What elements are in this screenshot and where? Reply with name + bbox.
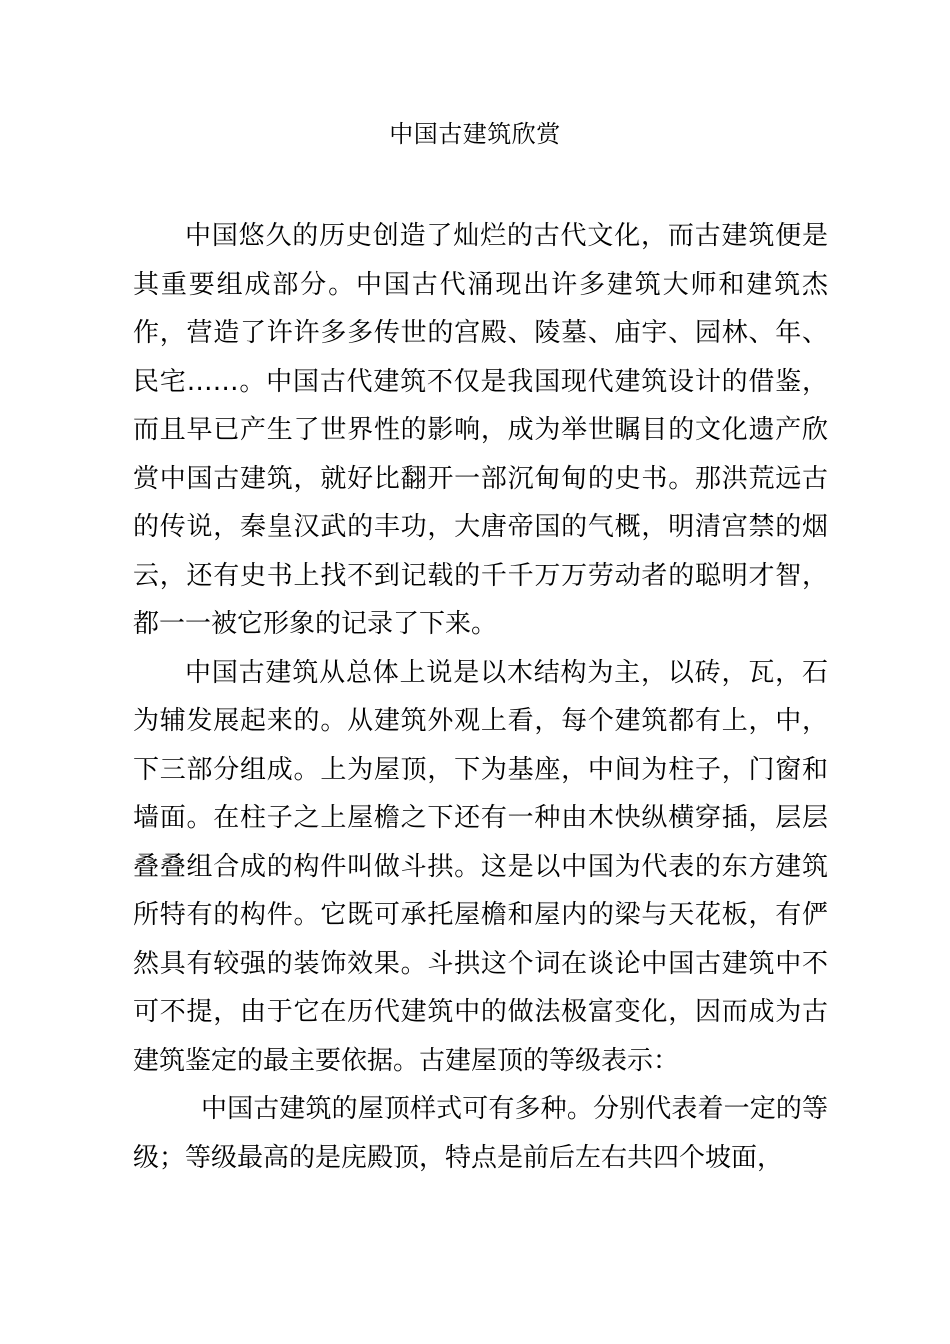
paragraph-2: 中国古建筑从总体上说是以木结构为主，以砖，瓦，石为辅发展起来的。从建筑外观上看，每个建筑都有上，中，下三部分组成。上为屋顶，下为基座，中间为柱子，门窗和墙面。在柱子之上屋檐之下还有一种由木快纵横穿插，层层叠叠组合成的构件叫做斗拱。这是以中国为代表的东方建筑所特有的构件。它既可承托屋檐和屋内的梁与天花板，有俨然具有较强的装饰效果。斗拱这个词在谈论中国古建筑中不可不提，由于它在历代建筑中的做法极富变化，因而成为古建筑鉴定的最主要依据。古建屋顶的等级表示：: [133, 657, 828, 1076]
paragraph-1: 中国悠久的历史创造了灿烂的古代文化，而古建筑便是其重要组成部分。中国古代涌现出许多建筑大师和建筑杰作，营造了许许多多传世的宫殿、陵墓、庙宇、园林、年、民宅……。中国古代建筑不仅是我国现代建筑设计的借鉴，而且早已产生了世界性的影响，成为举世瞩目的文化遗产欣赏中国古建筑，就好比翻开一部沉甸甸的史书。那洪荒远古的传说，秦皇汉武的丰功，大唐帝国的气概，明清宫禁的烟云，还有史书上找不到记载的千千万万劳动者的聪明才智，都一一被它形象的记录了下来。: [133, 221, 828, 639]
paragraph-3: 中国古建筑的屋顶样式可有多种。分别代表着一定的等级；等级最高的是庑殿顶，特点是前后左右共四个坡面，: [133, 1094, 828, 1173]
document-body: [133, 212, 828, 1182]
document-title: 中国古建筑欣赏: [389, 120, 561, 148]
